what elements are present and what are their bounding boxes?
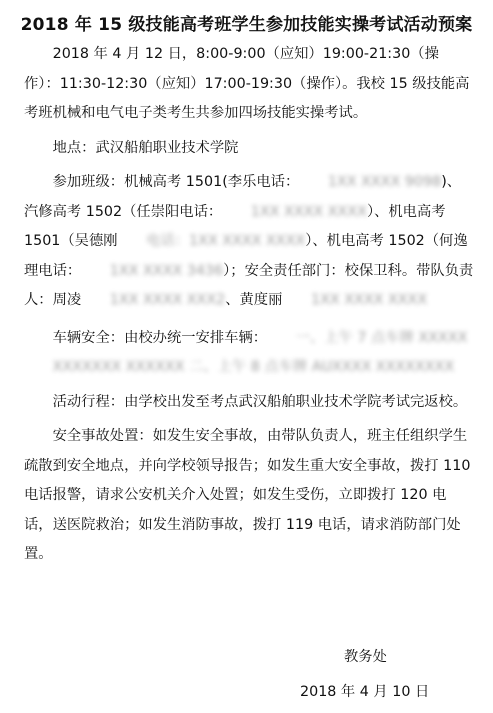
redacted-phone: 1XX XXXX XXXX (250, 203, 367, 220)
classes-text: ）；安全责任部门：校保卫科。带队负责人：周凌 (24, 262, 474, 308)
signature-department: 教务处 (344, 649, 387, 665)
redacted-phone: 电话：1XX XXXX XXXX (146, 233, 306, 249)
notice-body (24, 40, 474, 570)
location-paragraph: 地点：武汉船舶职业技术学院 (52, 139, 239, 156)
emergency-paragraph: 安全事故处置：如发生安全事故，由带队负责人，班主任组织学生疏散到安全地点，并向学校领导报告；如发生重大安全事故，拨打 110 电话报警，请求公安机关介入处置；如发生受伤，立即拨打 120 电话，送医院救治；如发生消防事故，拨打 119 电话，请求消防部门处置。 (24, 428, 471, 562)
signature-date: 2018 年 4 月 10 日 (300, 684, 430, 700)
classes-text: 、黄度丽 (225, 292, 283, 308)
classes-text: 参加班级：机械高考 1501(李乐电话： (52, 174, 300, 190)
vehicle-paragraph (24, 324, 474, 383)
redacted-vehicle-info: XXXXXXX XXXXXX 二、上午 8 点车牌 AUXXXX XXXXXXXX (52, 359, 455, 375)
classes-text: ）、机电高考 1501（吴德刚 (24, 203, 446, 249)
intro-paragraph: 2018 年 4 月 12 日，8:00-9:00（应知）19:00-21:30（操作）：11:30-12:30（应知）17:00-19:30（操作）。我校 15 级技能高考班机械和电气电子类考生共参加四场技能实操考试。 (24, 46, 470, 121)
redacted-phone: 1XX XXXX 3436 (109, 262, 224, 279)
classes-text: ）、机电高考 1502（何逸理电话： (24, 233, 468, 279)
redacted-phone: 1XX XXXX XXXX (311, 292, 428, 308)
page-title: 2018 年 15 级技能高考班学生参加技能实操考试活动预案 (20, 15, 473, 35)
redacted-vehicle-info: 一、上午 7 点车牌 XXXXX (295, 329, 468, 346)
classes-paragraph (24, 168, 474, 316)
vehicle-text: 车辆安全：由校办统一安排车辆： (52, 329, 268, 346)
redacted-phone: 1XX XXXX 9098 (327, 174, 442, 190)
itinerary-paragraph: 活动行程：由学校出发至考点武汉船舶职业技术学院考试完返校。 (52, 393, 468, 410)
classes-text: )、汽修高考 1502（任崇阳电话： (24, 174, 462, 220)
redacted-phone: 1XX XXXX XXX2 (109, 292, 226, 308)
